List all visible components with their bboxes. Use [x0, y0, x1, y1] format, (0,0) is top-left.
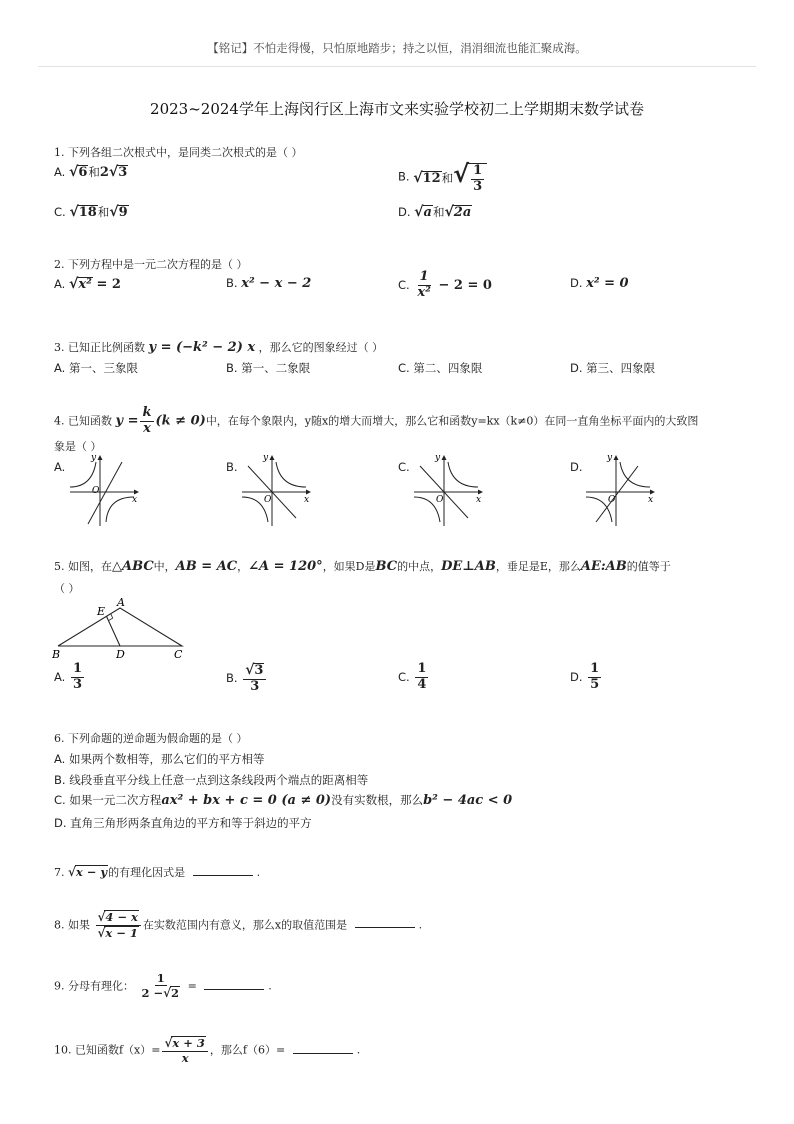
vertex-label-a: A [117, 596, 125, 609]
q2-option-a[interactable] [54, 276, 121, 292]
and-word: 和 [441, 171, 454, 185]
q8-stem [54, 910, 422, 941]
origin-label: O [436, 495, 444, 505]
q4-graph-a[interactable] [66, 452, 142, 528]
q4-option-c-label[interactable]: C. [398, 460, 410, 474]
q9-stem [54, 972, 272, 1001]
q6-option-c[interactable] [54, 792, 512, 808]
stem-text: 的有理化因式是 [108, 866, 186, 879]
radical-sign: √ [97, 910, 106, 924]
option-letter: B. [398, 169, 410, 184]
equation: ax² + bx + c = 0 (a ≠ 0) [161, 793, 332, 808]
stem-pre: 4. 已知函数 [54, 414, 112, 428]
axis-x-label: x [132, 495, 138, 505]
stem-pre: 3. 已知正比例函数 [54, 341, 145, 354]
option-text: C. 如果一元二次方程 [54, 793, 162, 807]
y-equals: y = [115, 413, 139, 429]
q1-option-b[interactable] [398, 160, 487, 194]
radical-sign: √ [68, 865, 76, 879]
and-word: 和 [88, 165, 100, 179]
answer-blank[interactable] [355, 917, 415, 928]
discriminant: b² − 4ac < 0 [423, 793, 513, 808]
option-letter: B. [226, 276, 238, 290]
q10-stem [54, 1036, 360, 1065]
coefficient: 2 [99, 165, 109, 180]
frac-den: x [143, 420, 151, 436]
radical-sign: √ [413, 170, 423, 186]
condition: (k ≠ 0) [155, 413, 206, 429]
frac-den-pre: 2 − [141, 986, 164, 1001]
origin-label: O [92, 486, 100, 496]
q4-option-b-label[interactable]: B. [226, 460, 238, 474]
radical-sign: √ [245, 662, 255, 678]
answer-blank[interactable] [204, 979, 264, 990]
stem-end: . [418, 918, 423, 932]
condition-de-perp: DE⊥AB [441, 559, 496, 574]
stem-text: 的值等于 [626, 560, 671, 573]
radicand: 6 [78, 165, 88, 180]
frac-den: 4 [417, 676, 427, 692]
function-expr: y = (−k² − 2) x [148, 340, 256, 355]
frac-num: 1 [419, 269, 429, 284]
q1-option-a[interactable] [54, 164, 128, 180]
q6-option-d[interactable]: D. 直角三角形两条直角边的平方和等于斜边的平方 [54, 816, 312, 830]
page-title: 2023~2024学年上海闵行区上海市文来实验学校初二上学期期末数学试卷 [150, 100, 644, 118]
frac-den: 5 [590, 676, 600, 692]
stem-text: ，垂足是E，那么 [495, 560, 581, 573]
q5-stem [54, 558, 671, 574]
frac-num: 1 [473, 162, 483, 178]
q3-option-a[interactable]: A. 第一、三象限 [54, 361, 138, 375]
expression: x² − x − 2 [241, 276, 312, 291]
q4-option-a-label[interactable]: A. [54, 460, 66, 474]
stem-end: . [256, 866, 261, 879]
axis-x-label: x [648, 495, 654, 505]
radicand: a [423, 205, 432, 220]
stem-text: ， [237, 560, 249, 573]
option-letter: C. [54, 205, 66, 219]
equation-tail: − 2 = 0 [438, 277, 492, 293]
radical-sign: √ [163, 986, 172, 1001]
expression: x² = 0 [586, 276, 629, 291]
frac-den: x [181, 1050, 189, 1065]
q5-option-a[interactable] [54, 662, 86, 693]
frac-den: 3 [473, 178, 483, 194]
axis-x-label: x [476, 495, 482, 505]
frac-num: 1 [590, 661, 600, 676]
q2-option-b[interactable] [226, 276, 311, 291]
q5-paren: （ ） [54, 582, 80, 595]
radical-sign: √ [68, 164, 79, 180]
header-divider [38, 66, 756, 67]
condition-angle: ∠A = 120° [248, 559, 323, 574]
frac-num: 1 [417, 661, 427, 676]
q3-option-c[interactable]: C. 第二、四象限 [398, 361, 483, 375]
radical-sign: √ [109, 204, 119, 220]
segment-bc: BC [375, 559, 398, 574]
radicand: 12 [422, 171, 441, 186]
frac-den-radicand: 2 [171, 986, 180, 1001]
answer-blank[interactable] [193, 865, 253, 876]
radicand: x² [78, 277, 92, 292]
option-letter: A. [54, 277, 66, 291]
vertex-label-c: C [174, 648, 183, 660]
stem-text: 的中点， [397, 560, 442, 573]
radical-frac [468, 163, 487, 195]
frac-num: x + 3 [172, 1036, 205, 1050]
option-letter: D. [570, 669, 583, 684]
stem-post: 中，在每个象限内，y随x的增大而增大，那么它和函数y=kx（k≠0）在同一直角坐标平面内的大致图 [205, 414, 699, 428]
axis-y-label: y [91, 453, 97, 463]
frac-den: 3 [250, 678, 260, 694]
radical-sign: √ [97, 925, 106, 940]
q3-option-b[interactable]: B. 第一、二象限 [226, 361, 311, 375]
q5-triangle-figure [50, 596, 192, 660]
axis-y-label: y [607, 453, 613, 463]
q6-option-a[interactable]: A. 如果两个数相等，那么它们的平方相等 [54, 752, 265, 766]
stem-text: 中， [153, 560, 176, 573]
q5-option-d[interactable] [570, 662, 603, 693]
radicand: x − y [75, 865, 108, 879]
option-text: 没有实数根，那么 [331, 793, 424, 807]
option-letter: A. [54, 669, 66, 684]
radical-sign: √ [414, 204, 424, 220]
triangle-name: △ABC [112, 559, 154, 574]
stem-end: . [268, 979, 272, 993]
q4-graph-c[interactable] [410, 452, 486, 528]
stem-text: ，如果D是 [322, 560, 376, 573]
q6-option-b[interactable]: B. 线段垂直平分线上任意一点到这条线段两个端点的距离相等 [54, 773, 369, 787]
origin-label: O [264, 495, 272, 505]
q4-option-d-label[interactable]: D. [570, 460, 583, 474]
frac-num: 1 [72, 661, 83, 676]
ratio-expr: AE:AB [580, 559, 627, 574]
frac-num: 4 − x [105, 910, 138, 924]
radical-sign: √ [69, 204, 79, 220]
frac-num: 1 [156, 971, 165, 985]
radical-sign: √ [444, 204, 454, 220]
option-letter: D. [398, 205, 411, 219]
stem-end: . [356, 1043, 361, 1057]
frac-num: k [142, 405, 152, 420]
vertex-label-d: D [116, 648, 125, 660]
stem-post: ，那么它的图象经过（ ） [258, 341, 384, 354]
q5-option-b[interactable] [226, 662, 268, 695]
stem-text: ，那么f（6）= [209, 1043, 286, 1057]
frac-den: 3 [72, 676, 83, 692]
axis-y-label: y [435, 453, 441, 463]
and-word: 和 [432, 205, 445, 219]
radical-sign: √ [108, 164, 119, 180]
radicand: 18 [78, 205, 97, 220]
option-letter: D. [570, 276, 583, 290]
radical-sign: √ [68, 276, 79, 292]
q5-option-c[interactable] [398, 662, 430, 693]
and-word: 和 [97, 205, 110, 219]
vertex-label-e: E [97, 605, 106, 618]
origin-label: O [608, 495, 616, 505]
q3-option-d[interactable]: D. 第三、四象限 [570, 361, 656, 375]
q2-option-c[interactable] [398, 270, 492, 301]
q1-option-d[interactable] [398, 204, 472, 220]
q4-stem [54, 406, 698, 437]
q2-stem: 2. 下列方程中是一元二次方程的是（ ） [54, 258, 248, 271]
stem-pre: 10. 已知函数f（x）= [54, 1043, 161, 1057]
radicand: 3 [118, 165, 128, 180]
q6-stem: 6. 下列命题的逆命题为假命题的是（ ） [54, 732, 248, 745]
axis-y-label: y [263, 453, 269, 463]
equals: = [187, 979, 197, 993]
equation-tail: = 2 [96, 277, 121, 292]
stem-pre: 8. 如果 [54, 918, 90, 932]
q4-stem-line2: 象是（ ） [54, 440, 102, 453]
frac-den: x − 1 [105, 925, 138, 940]
q4-graph-b[interactable] [238, 452, 314, 528]
q1-stem: 1. 下列各组二次根式中，是同类二次根式的是（ ） [54, 146, 303, 159]
radicand: 9 [118, 205, 128, 220]
q1-option-c[interactable] [54, 204, 129, 220]
radical-sign: √ [453, 160, 470, 188]
option-letter: A. [54, 165, 66, 179]
radicand: 2a [453, 205, 472, 220]
motto: 【铭记】不怕走得慢，只怕原地踏步；持之以恒，涓涓细流也能汇聚成海。 [207, 41, 587, 55]
answer-blank[interactable] [293, 1043, 353, 1054]
stem-text: 在实数范围内有意义，那么x的取值范围是 [142, 918, 348, 932]
q7-stem [54, 864, 260, 880]
option-letter: B. [226, 670, 238, 685]
q3-stem [54, 339, 383, 355]
frac-den: x² [417, 284, 431, 300]
option-letter: C. [398, 277, 410, 292]
radical-sign: √ [164, 1036, 173, 1050]
stem-pre: 5. 如图，在 [54, 560, 112, 573]
q2-option-d[interactable] [570, 276, 629, 291]
q4-graph-d[interactable] [582, 452, 658, 528]
option-letter: C. [398, 669, 410, 684]
vertex-label-b: B [52, 648, 61, 660]
frac-num: 3 [254, 663, 264, 678]
condition-ab-ac: AB = AC [175, 559, 238, 574]
stem-pre: 9. 分母有理化： [54, 979, 134, 993]
axis-x-label: x [304, 495, 310, 505]
question-number: 7. [54, 866, 65, 879]
